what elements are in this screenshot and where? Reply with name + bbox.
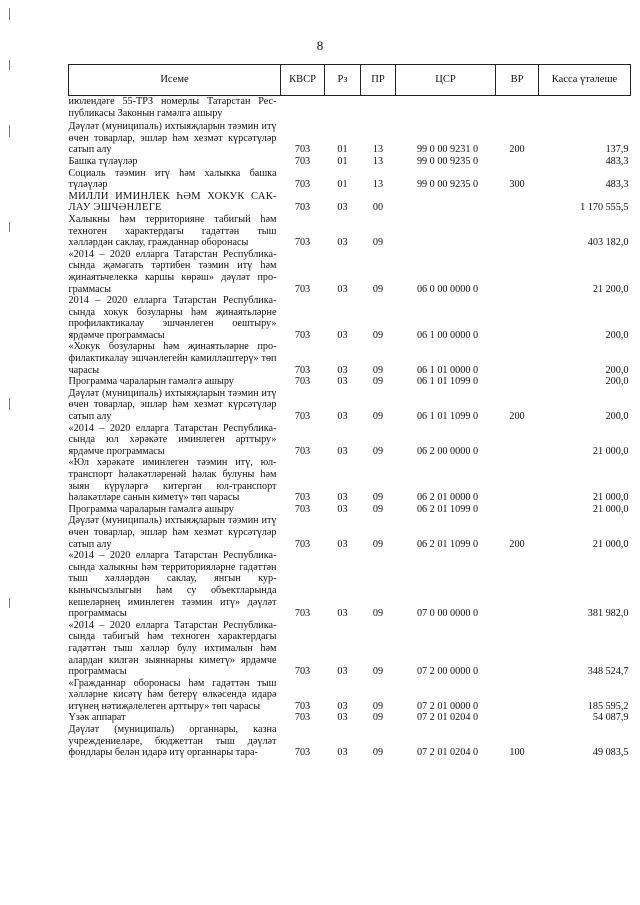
row-rz: 01	[337, 179, 348, 191]
row-rz: 03	[337, 202, 348, 214]
left-edge-mark	[9, 598, 10, 608]
row-kvsr: 703	[294, 144, 311, 156]
row-amount	[539, 96, 631, 122]
row-kvsr: 703	[294, 283, 311, 295]
table-body	[69, 96, 631, 759]
row-kvsr: 703	[294, 179, 311, 191]
column-header-rz: Рз	[325, 65, 361, 96]
row-rz: 03	[337, 666, 348, 678]
row-name: «2014 – 2020 елларга Татарстан Республикасында табигый һәм техноген характердагы гадәттән тыш хәлләр булу ихтималын һәм алардан килгән зыяннарны киметү» ярдәмче программасы	[68, 619, 277, 678]
row-kvsr: 703	[294, 329, 311, 341]
table-row	[69, 168, 631, 191]
row-rz: 03	[337, 376, 348, 388]
row-amount: 200,0	[605, 411, 629, 423]
column-header-vr: ВР	[496, 65, 539, 96]
row-amount: 21 000,0	[592, 492, 629, 504]
row-name: Дәүләт (муниципаль) органнары, казна учреждениеләре, бюджеттан тыш дәүләт фондлары белән идарә итү органнары тара-	[68, 724, 277, 759]
row-csr: 07 2 01 0204 0	[416, 712, 479, 724]
row-name: Программа чараларын гамәлгә ашыру	[68, 376, 234, 388]
row-pr	[361, 96, 396, 122]
row-csr: 06 1 01 0000 0	[416, 364, 479, 376]
table-row	[69, 550, 631, 620]
row-kvsr: 703	[294, 700, 311, 712]
row-pr: 00	[372, 202, 384, 214]
budget-table	[68, 64, 631, 759]
row-pr: 09	[372, 747, 384, 759]
left-edge-mark	[9, 398, 10, 410]
row-pr: 09	[372, 376, 384, 388]
table-row	[69, 376, 631, 388]
row-name: «2014 – 2020 елларга Татарстан Республикасында юл хәрәкәте иминлеген арттыру» ярдәмче программасы	[68, 422, 277, 457]
table-row	[69, 620, 631, 678]
row-amount: 54 087,9	[592, 712, 629, 724]
row-csr	[396, 214, 496, 249]
row-pr: 13	[372, 179, 384, 191]
row-rz: 03	[337, 283, 348, 295]
row-vr	[496, 423, 539, 458]
row-rz: 03	[337, 747, 348, 759]
row-kvsr: 703	[294, 411, 311, 423]
table-row	[69, 678, 631, 713]
row-amount: 49 083,5	[592, 747, 629, 759]
table-row	[69, 96, 631, 122]
row-vr: 200	[509, 144, 525, 156]
row-name: «Гражданнар оборонасы һәм гадәттән тыш хәлләрне кисәтү һәм бетерү өлкәсендә идарә итүнең нәтиҗәлелеген арттыру» төп чарасы	[68, 677, 277, 712]
row-pr: 13	[372, 144, 384, 156]
row-kvsr: 703	[294, 445, 311, 457]
row-csr: 06 1 00 0000 0	[416, 329, 479, 341]
row-vr	[496, 376, 539, 388]
section-row	[69, 191, 631, 214]
table-row	[69, 121, 631, 156]
row-csr	[396, 191, 496, 214]
row-name: «2014 – 2020 елларга Татарстан Республикасында җәмәгать тәртибен тәэмин итү һәм җинаятьчелеккә каршы көрәш» дәүләт программасы	[68, 248, 277, 295]
table-header	[69, 65, 631, 96]
row-rz: 03	[337, 503, 348, 515]
row-pr: 09	[372, 712, 384, 724]
row-vr: 100	[509, 747, 525, 759]
row-name: Башка түләүләр	[68, 155, 138, 167]
table-row	[69, 504, 631, 516]
row-csr: 06 1 01 1099 0	[416, 411, 479, 423]
row-csr: 06 2 01 1099 0	[416, 538, 479, 550]
table-row	[69, 249, 631, 295]
table-row	[69, 341, 631, 376]
row-kvsr: 703	[294, 237, 311, 249]
row-kvsr: 703	[294, 747, 311, 759]
row-pr: 09	[372, 237, 384, 249]
row-vr: 300	[509, 179, 525, 191]
row-pr: 09	[372, 411, 384, 423]
row-amount: 200,0	[605, 364, 629, 376]
row-amount: 483,3	[605, 179, 629, 191]
row-csr: 07 2 01 0000 0	[416, 700, 479, 712]
row-kvsr: 703	[294, 376, 311, 388]
row-vr: 200	[509, 538, 525, 550]
row-vr	[496, 214, 539, 249]
row-pr: 09	[372, 329, 384, 341]
table-row	[69, 515, 631, 550]
row-amount: 21 000,0	[592, 445, 629, 457]
row-pr: 09	[372, 283, 384, 295]
row-rz: 03	[337, 608, 348, 620]
row-kvsr: 703	[294, 155, 311, 167]
row-pr: 09	[372, 492, 384, 504]
row-csr: 99 0 00 9235 0	[416, 179, 479, 191]
row-name: Халыкны һәм территорияне табигый һәм техноген характердагы гадәттән тыш хәлләрдән саклау, гражданнар оборонасы	[68, 213, 277, 249]
row-kvsr: 703	[294, 503, 311, 515]
row-rz: 03	[337, 329, 348, 341]
row-vr	[496, 678, 539, 713]
left-edge-mark	[9, 60, 10, 70]
row-vr	[496, 712, 539, 724]
row-csr: 06 2 01 0000 0	[416, 492, 479, 504]
table-row	[69, 423, 631, 458]
row-amount: 185 595,2	[587, 700, 629, 712]
row-rz	[325, 96, 361, 122]
row-name: 2014 – 2020 елларга Татарстан Республикасында хокук бозуларны һәм җинаятьләрне профилактикалау эшчәнлеген оештыру» ярдәмче программасы	[68, 295, 277, 341]
row-name: «Юл хәрәкәте иминлеген тәэмин итү, юл-транспорт һәлакәтләренәй һәлак булуны һәм зыян күрүләргә китергән юл-транспорт һәлакәтләре санын киметү» төп чарасы	[68, 457, 277, 504]
row-rz: 03	[337, 445, 348, 457]
row-csr: 99 0 00 9235 0	[416, 155, 479, 167]
column-header-kvsr: КВСР	[281, 65, 325, 96]
row-pr: 13	[372, 155, 384, 167]
row-csr: 06 0 00 0000 0	[416, 283, 479, 295]
row-rz: 03	[337, 411, 348, 423]
column-header-name: Исеме	[69, 65, 281, 96]
row-amount: 21 000,0	[592, 538, 629, 550]
row-vr	[496, 620, 539, 678]
row-pr: 09	[372, 503, 384, 515]
left-edge-mark	[9, 125, 10, 137]
row-amount: 348 524,7	[587, 666, 629, 678]
row-csr: 07 2 01 0204 0	[416, 747, 479, 759]
row-csr: 06 2 01 1099 0	[416, 503, 479, 515]
row-kvsr: 703	[294, 608, 311, 620]
row-rz: 03	[337, 364, 348, 376]
row-rz: 03	[337, 700, 348, 712]
row-name: Дәүләт (муниципаль) ихтыяҗларын тәэмин итү өчен товарлар, эшләр һәм хезмәт күрсәтүләр сатып алу	[68, 515, 277, 550]
row-vr	[496, 156, 539, 168]
table-row	[69, 724, 631, 759]
row-rz: 03	[337, 712, 348, 724]
row-kvsr: 703	[294, 364, 311, 376]
row-vr	[496, 295, 539, 341]
left-edge-mark	[9, 8, 10, 20]
row-csr: 06 1 01 1099 0	[416, 376, 479, 388]
table-row	[69, 388, 631, 423]
row-amount: 403 182,0	[587, 237, 629, 249]
row-vr	[496, 96, 539, 122]
row-name: Үзәк аппарат	[68, 712, 126, 724]
row-vr	[496, 249, 539, 295]
row-rz: 03	[337, 538, 348, 550]
row-pr: 09	[372, 364, 384, 376]
row-pr: 09	[372, 608, 384, 620]
row-amount: 381 982,0	[587, 608, 629, 620]
row-vr	[496, 191, 539, 214]
row-csr: 07 0 00 0000 0	[416, 608, 479, 620]
table-row	[69, 214, 631, 249]
row-kvsr: 703	[294, 202, 311, 214]
row-amount: 200,0	[605, 376, 629, 388]
row-kvsr: 703	[294, 666, 311, 678]
column-header-csr: ЦСР	[396, 65, 496, 96]
row-csr: 06 2 00 0000 0	[416, 445, 479, 457]
column-header-pr: ПР	[361, 65, 396, 96]
row-amount: 21 000,0	[592, 503, 629, 515]
row-amount: 21 200,0	[592, 283, 629, 295]
row-csr: 99 0 00 9231 0	[416, 144, 479, 156]
row-name: Программа чараларын гамәлгә ашыру	[68, 503, 234, 515]
row-kvsr: 703	[294, 712, 311, 724]
row-amount: 200,0	[605, 329, 629, 341]
row-name: Дәүләт (муниципаль) ихтыяҗларын тәэмин итү өчен товарлар, эшләр һәм хезмәт күрсәтүләр сатып алу	[68, 387, 277, 423]
table-row	[69, 295, 631, 341]
row-amount: 137,9	[605, 144, 629, 156]
table-row	[69, 156, 631, 168]
row-amount: 1 170 555,5	[580, 202, 629, 214]
row-vr	[496, 550, 539, 620]
row-name: «Хокук бозуларны һәм җинаятьләрне профилактикалау эшчәнлегейн камилләштерү» төп чарасы	[68, 341, 277, 376]
row-kvsr	[281, 96, 325, 122]
row-rz: 01	[337, 144, 348, 156]
column-header-amount: Касса үтәлеше	[539, 65, 631, 96]
row-csr	[396, 96, 496, 122]
row-vr	[496, 457, 539, 503]
row-kvsr: 703	[294, 492, 311, 504]
row-rz: 03	[337, 237, 348, 249]
row-pr: 09	[372, 445, 384, 457]
row-name: «2014 – 2020 елларга Татарстан Республикасында халыкны һәм территорияләрне гадәттән тыш хәлләрдән саклау, янгын куркынычсызлыгын һәм су объектларында кешеләрнең иминлеген тәэмин итү» дәүләт программасы	[68, 550, 277, 620]
left-edge-mark	[9, 222, 10, 232]
row-vr: 200	[509, 411, 525, 423]
page-number: 8	[316, 38, 324, 53]
row-vr	[496, 504, 539, 516]
table-row	[69, 712, 631, 724]
row-amount: 483,3	[605, 155, 629, 167]
table-row	[69, 457, 631, 503]
row-rz: 03	[337, 492, 348, 504]
row-name: Дәүләт (муниципаль) ихтыяҗларын тәэмин итү өчен товарлар, эшләр һәм хезмәт күрсәтүләр сатып алу	[68, 121, 277, 156]
row-pr: 09	[372, 666, 384, 678]
row-csr: 07 2 00 0000 0	[416, 666, 479, 678]
row-name: Социаль тәэмин итү һәм халыкка башка түләүләр	[68, 167, 277, 191]
row-vr	[496, 341, 539, 376]
row-pr: 09	[372, 538, 384, 550]
row-name: июлендәге 55-ТРЗ номерлы Татарстан Республикасы Законын гамәлгә ашыру	[68, 96, 277, 119]
section-title: МИЛЛИ ИМИНЛЕК ҺӘМ ХОКУК САКЛАУ ЭШЧӘНЛЕГЕ	[68, 190, 277, 214]
row-rz: 01	[337, 155, 348, 167]
row-pr: 09	[372, 700, 384, 712]
row-kvsr: 703	[294, 538, 311, 550]
